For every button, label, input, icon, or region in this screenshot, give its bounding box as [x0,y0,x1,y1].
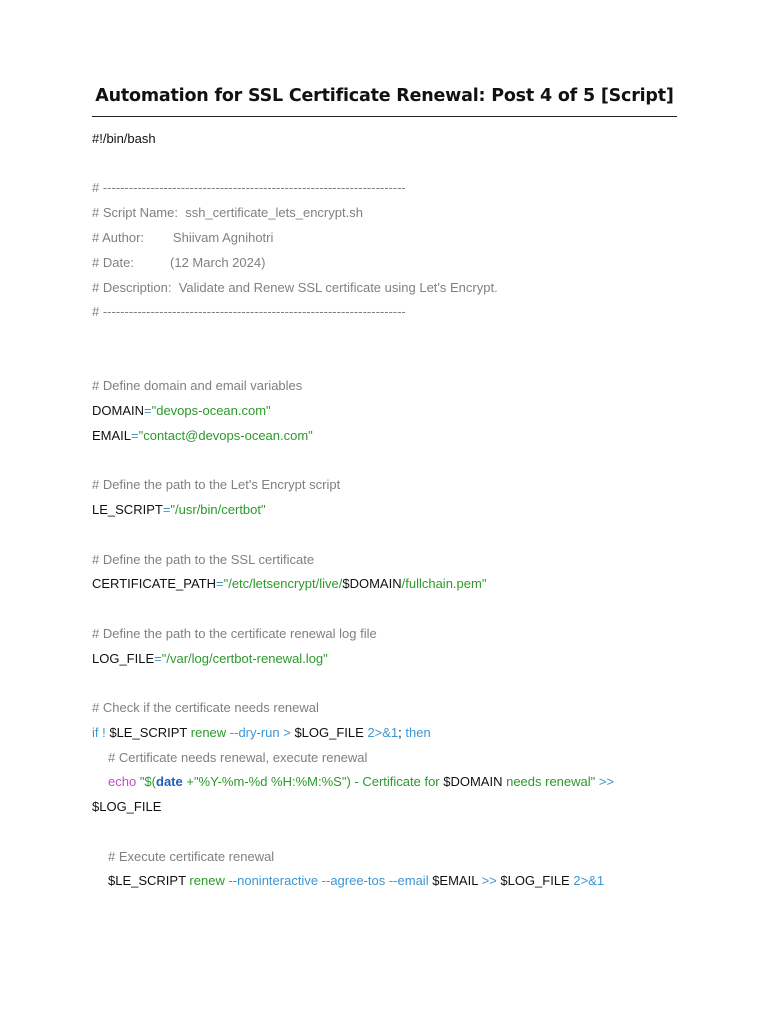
variable-ref: $LE_SCRIPT [109,725,191,740]
string-literal: "contact@devops-ocean.com" [138,428,313,443]
code-line [92,378,302,394]
redirect: 2>&1 [573,873,605,888]
variable-ref: $LOG_FILE [92,799,162,814]
comment: # Define the path to the certificate renewal log file [92,626,377,641]
code-line [92,576,486,592]
code-line [92,403,271,419]
keyword-then: then [405,725,431,740]
variable-name: EMAIL [92,428,132,443]
code-line [92,849,274,865]
redirect: 2>&1 [367,725,399,740]
code-line [92,477,340,493]
variable-ref: $DOMAIN [443,774,503,789]
code-line [92,552,314,568]
comment: # Define the path to the Let's Encrypt script [92,477,341,492]
string-literal: "$( [139,774,156,789]
code-line [92,280,498,296]
code-line [92,774,614,790]
comment-script-name: # Script Name: ssh_certificate_lets_encrypt.sh [92,205,363,220]
code-line [92,131,156,147]
variable-name: LOG_FILE [92,651,155,666]
string-literal: /fullchain.pem" [401,576,487,591]
variable-ref: $LOG_FILE [294,725,368,740]
operator: = [162,502,171,517]
flag: --noninteractive --agree-tos --email [228,873,433,888]
subcommand: renew [189,873,229,888]
comment: # Certificate needs renewal, execute renewal [108,750,368,765]
string-literal: +"%Y-%m-%d %H:%M:%S") - Certificate for [182,774,444,789]
code-line [92,304,406,320]
variable-ref: $LE_SCRIPT [108,873,190,888]
comment-description: # Description: Validate and Renew SSL certificate using Let's Encrypt. [92,280,498,295]
code-line [92,700,319,716]
command-date: date [156,774,183,789]
comment: # Check if the certificate needs renewal [92,700,319,715]
variable-ref: $EMAIL [432,873,482,888]
comment: # Define domain and email variables [92,378,303,393]
redirect: >> [481,873,501,888]
string-literal: "/usr/bin/certbot" [170,502,266,517]
keyword-echo: echo [108,774,140,789]
string-literal: "devops-ocean.com" [151,403,271,418]
keyword-if: if ! [92,725,110,740]
code-line [92,651,328,667]
comment-date: # Date: (12 March 2024) [92,255,266,270]
operator: = [216,576,224,591]
variable-name: DOMAIN [92,403,144,418]
flag: --dry-run > [229,725,295,740]
string-literal: needs renewal" [502,774,596,789]
string-literal: "/var/log/certbot-renewal.log" [161,651,328,666]
code-line [92,750,367,766]
comment-separator: # ---------------------------------------------------------------------- [92,304,406,319]
operator: = [154,651,162,666]
code-line [92,255,265,271]
code-line [92,626,377,642]
redirect: >> [595,774,615,789]
code-line [92,799,161,815]
operator: = [144,403,152,418]
code-line [92,725,431,741]
operator: = [131,428,139,443]
code-line [92,180,406,196]
semicolon: ; [398,725,406,740]
code-line [92,428,313,444]
variable-ref: $DOMAIN [342,576,402,591]
variable-ref: $LOG_FILE [500,873,574,888]
comment: # Define the path to the SSL certificate [92,552,315,567]
shebang: #!/bin/bash [92,131,156,146]
variable-name: CERTIFICATE_PATH [92,576,216,591]
comment-separator: # ---------------------------------------------------------------------- [92,180,406,195]
comment: # Execute certificate renewal [108,849,275,864]
code-line [92,230,273,246]
variable-name: LE_SCRIPT [92,502,163,517]
subcommand: renew [190,725,230,740]
code-line [92,502,266,518]
code-line [92,873,604,889]
comment-author: # Author: Shiivam Agnihotri [92,230,274,245]
title-divider [92,116,677,117]
document-title: Automation for SSL Certificate Renewal: Post 4 of 5 [Script] [95,86,674,106]
string-literal: "/etc/letsencrypt/live/ [223,576,343,591]
code-line [92,205,363,221]
